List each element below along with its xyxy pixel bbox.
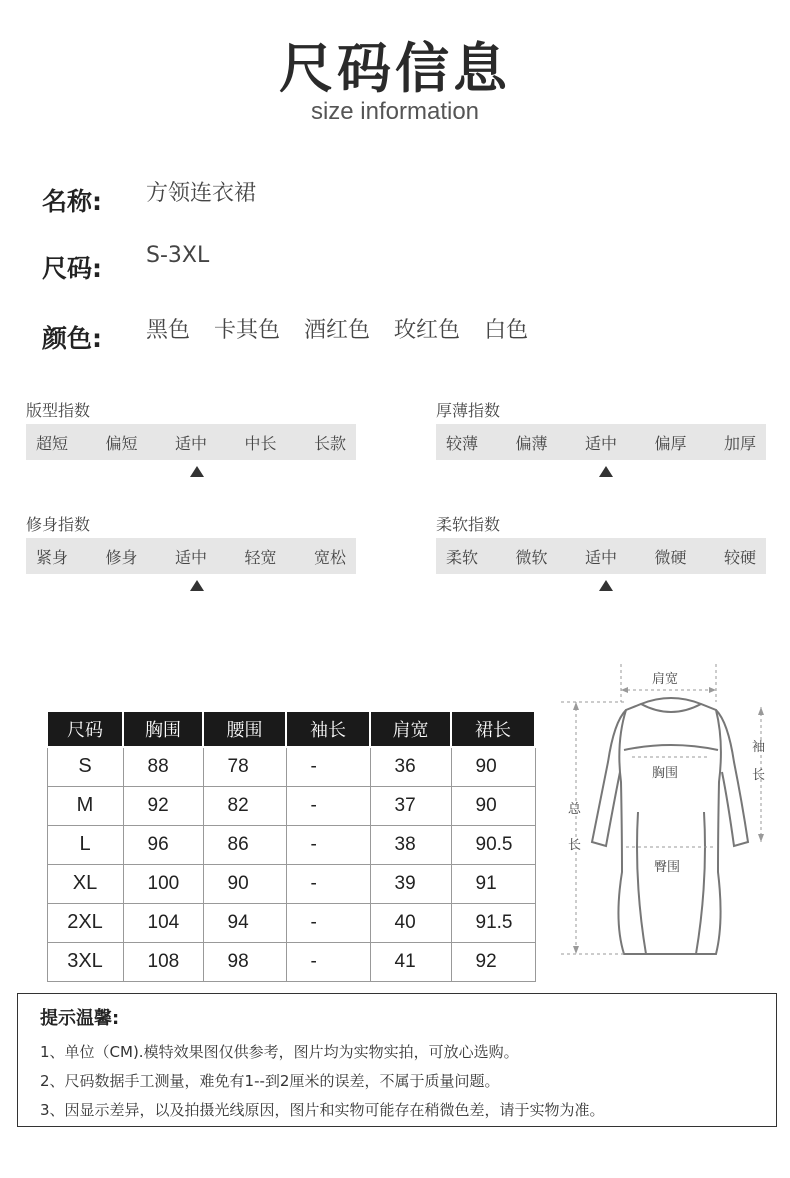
softness-index xyxy=(436,512,766,574)
index-option: 轻宽 xyxy=(244,547,277,567)
hip-label: 臀围 xyxy=(654,860,681,875)
index-option: 加厚 xyxy=(723,433,756,453)
notice-title: 提示温馨: xyxy=(40,1008,120,1029)
table-cell: 88 xyxy=(123,747,203,786)
info-color-row xyxy=(42,313,545,353)
table-cell: 90 xyxy=(451,786,535,825)
table-cell: XL xyxy=(47,864,123,903)
table-cell: 39 xyxy=(370,864,451,903)
index-option: 适中 xyxy=(584,433,617,453)
index-option: 中长 xyxy=(244,433,277,453)
thickness-index-title: 厚薄指数 xyxy=(436,401,501,420)
notice-line: 2、尺码数据手工测量，难免有1--到2厘米的误差，不属于质量问题。 xyxy=(40,1072,500,1090)
table-cell: 96 xyxy=(123,825,203,864)
table-cell: 86 xyxy=(203,825,286,864)
index-option: 超短 xyxy=(36,433,69,453)
notice-line: 1、单位（CM).模特效果图仅供参考，图片均为实物实拍，可放心选购。 xyxy=(40,1043,519,1061)
dress-measurement-diagram xyxy=(556,662,786,972)
table-cell: - xyxy=(286,747,370,786)
table-cell: 36 xyxy=(370,747,451,786)
softness-index-bar xyxy=(436,538,766,574)
color-item: 卡其色 xyxy=(214,318,281,343)
table-row xyxy=(47,786,535,825)
table-cell: - xyxy=(286,825,370,864)
table-cell: S xyxy=(47,747,123,786)
index-option: 宽松 xyxy=(313,547,346,567)
table-cell: 92 xyxy=(123,786,203,825)
table-cell: 82 xyxy=(203,786,286,825)
fit-index xyxy=(26,398,356,460)
index-option: 微硬 xyxy=(654,547,687,567)
table-cell: 90.5 xyxy=(451,825,535,864)
color-item: 酒红色 xyxy=(304,318,371,343)
color-item: 白色 xyxy=(484,318,529,343)
table-header-cell: 尺码 xyxy=(47,711,123,747)
total-length-label-2: 长 xyxy=(568,838,582,853)
table-cell: - xyxy=(286,786,370,825)
index-option: 偏厚 xyxy=(654,433,687,453)
index-option: 微软 xyxy=(515,547,548,567)
table-row xyxy=(47,903,535,942)
color-item: 玫红色 xyxy=(394,318,461,343)
table-row xyxy=(47,864,535,903)
index-option: 适中 xyxy=(174,547,207,567)
size-value: S-3XL xyxy=(146,243,210,268)
table-cell: 104 xyxy=(123,903,203,942)
slim-index xyxy=(26,512,356,574)
thickness-index xyxy=(436,398,766,460)
notice-line: 3、因显示差异，以及拍摄光线原因，图片和实物可能存在稍微色差，请于实物为准。 xyxy=(40,1101,605,1119)
index-option: 偏薄 xyxy=(515,433,548,453)
total-length-label-1: 总 xyxy=(568,802,582,817)
name-value: 方领连衣裙 xyxy=(146,181,257,206)
index-option: 偏短 xyxy=(105,433,138,453)
table-cell: 2XL xyxy=(47,903,123,942)
page-subtitle: size information xyxy=(310,98,480,125)
fit-index-title: 版型指数 xyxy=(26,401,91,420)
table-cell: - xyxy=(286,942,370,981)
table-row xyxy=(47,825,535,864)
slim-index-bar xyxy=(26,538,356,574)
table-cell: M xyxy=(47,786,123,825)
shoulder-label: 肩宽 xyxy=(652,672,679,687)
index-marker-triangle-icon xyxy=(599,580,613,591)
index-option: 修身 xyxy=(105,547,138,567)
sleeve-label-1: 袖 xyxy=(752,740,766,755)
table-row xyxy=(47,942,535,981)
table-cell: 94 xyxy=(203,903,286,942)
table-cell: 78 xyxy=(203,747,286,786)
table-cell: 38 xyxy=(370,825,451,864)
table-header-cell: 腰围 xyxy=(203,711,286,747)
size-table xyxy=(46,710,536,982)
index-marker-triangle-icon xyxy=(599,466,613,477)
thickness-index-bar xyxy=(436,424,766,460)
chest-label: 胸围 xyxy=(652,766,679,781)
color-item: 黑色 xyxy=(146,318,191,343)
fit-index-bar xyxy=(26,424,356,460)
table-cell: 90 xyxy=(451,747,535,786)
index-option: 较薄 xyxy=(446,433,479,453)
table-cell: - xyxy=(286,864,370,903)
table-header-cell: 胸围 xyxy=(123,711,203,747)
index-option: 适中 xyxy=(584,547,617,567)
table-header-cell: 袖长 xyxy=(286,711,370,747)
name-label: 名称: xyxy=(42,187,102,216)
index-option: 长款 xyxy=(313,433,346,453)
sleeve-label-2: 长 xyxy=(752,768,766,783)
index-option: 柔软 xyxy=(446,547,479,567)
index-marker-triangle-icon xyxy=(190,466,204,477)
table-cell: 100 xyxy=(123,864,203,903)
table-cell: 91 xyxy=(451,864,535,903)
softness-index-title: 柔软指数 xyxy=(436,515,501,534)
table-cell: 90 xyxy=(203,864,286,903)
color-values xyxy=(146,313,545,353)
table-row xyxy=(47,747,535,786)
table-cell: L xyxy=(47,825,123,864)
table-cell: 40 xyxy=(370,903,451,942)
table-cell: 108 xyxy=(123,942,203,981)
table-cell: 92 xyxy=(451,942,535,981)
info-name-row xyxy=(42,176,256,216)
index-option: 适中 xyxy=(174,433,207,453)
table-cell: 3XL xyxy=(47,942,123,981)
notice-box xyxy=(17,993,777,1127)
table-cell: 98 xyxy=(203,942,286,981)
table-cell: - xyxy=(286,903,370,942)
index-option: 紧身 xyxy=(36,547,69,567)
table-cell: 37 xyxy=(370,786,451,825)
color-label: 颜色: xyxy=(42,324,102,353)
table-header-row xyxy=(47,711,535,747)
table-header-cell: 肩宽 xyxy=(370,711,451,747)
info-size-row xyxy=(42,243,209,283)
index-marker-triangle-icon xyxy=(190,580,204,591)
table-cell: 41 xyxy=(370,942,451,981)
page-title: 尺码信息 xyxy=(279,37,511,100)
slim-index-title: 修身指数 xyxy=(26,515,91,534)
table-header-cell: 裙长 xyxy=(451,711,535,747)
table-cell: 91.5 xyxy=(451,903,535,942)
index-option: 较硬 xyxy=(723,547,756,567)
size-label: 尺码: xyxy=(42,254,102,283)
dress-outline-icon xyxy=(556,662,786,972)
